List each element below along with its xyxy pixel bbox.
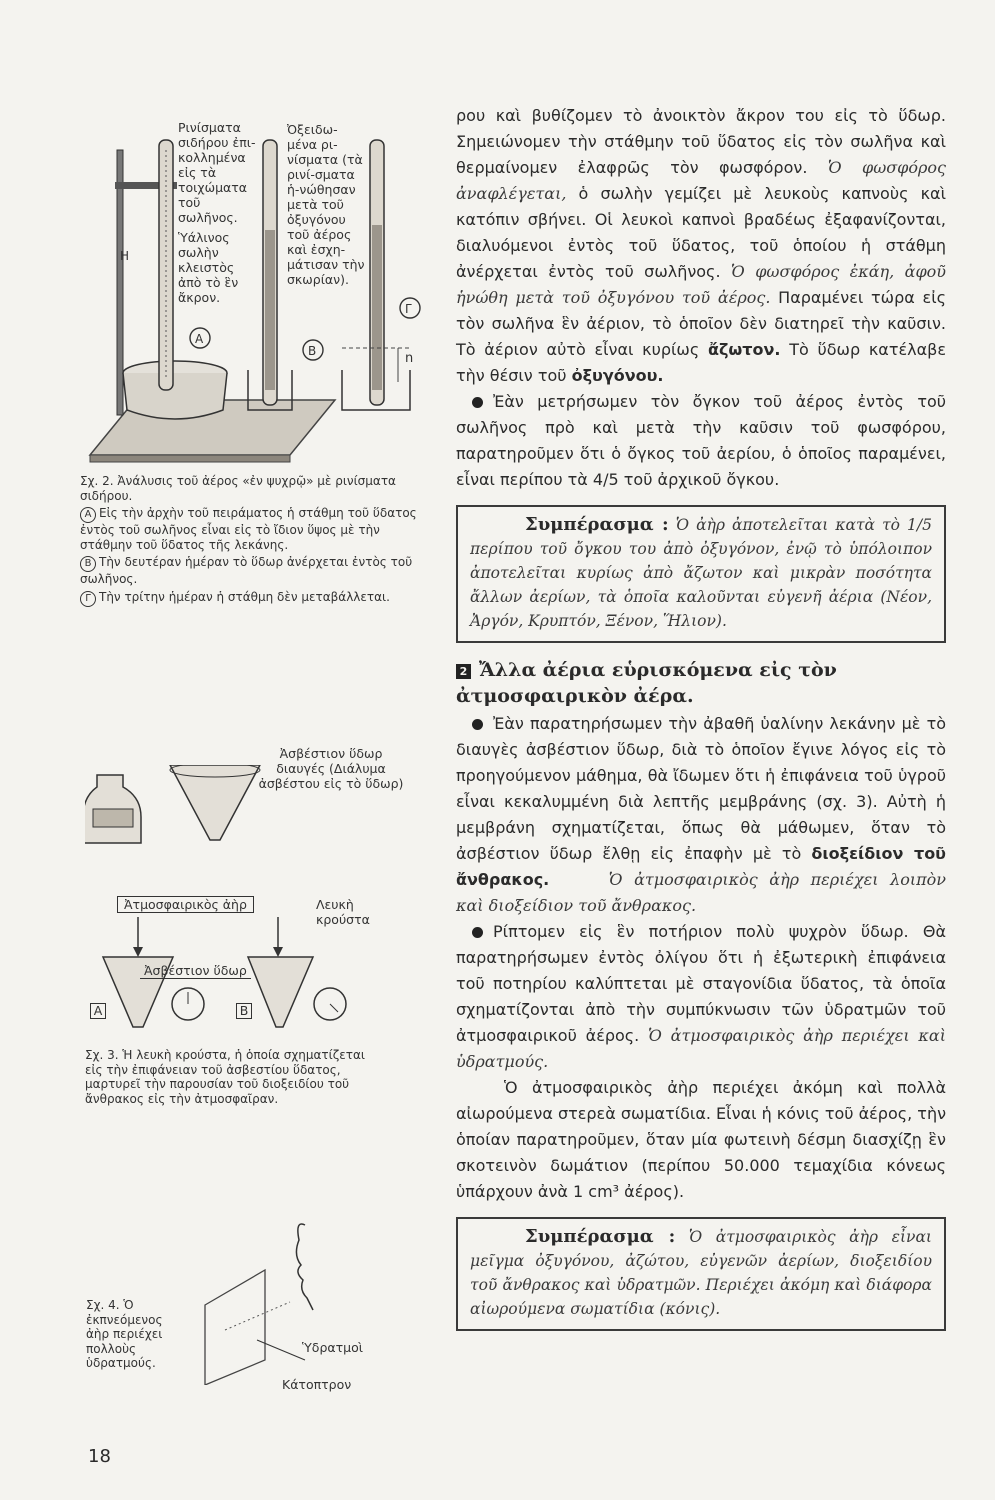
label-limewater-glass: Ἀσβέστιον ὕδωρ [140, 963, 251, 979]
label-limewater-clear: Ἀσβέστιον ὕδωρ διαυγές (Διάλυμα ἀσβέστου εἰς τὸ ὕδωρ) [258, 746, 404, 791]
paragraph-cold-water: Ρίπτομεν εἰς ἓν ποτήριον πολὺ ψυχρὸν ὕδωρ. Θὰ παρατηρήσωμεν ἐντὸς ὀλίγου ὅτι ἡ ἐξωτερικὴ ἐπιφάνεια τοῦ ποτηρίου καλύπτεται μὲ σταγονίδια ὕδατος, τὰ ὁποῖα σχηματίζονται ἀπὸ τὴν συμπύκνωσιν τῶν ὑδρατμῶν τοῦ ἀτμοσφαιρικοῦ ἀέρος. Ὁ ἀτμοσφαιρικὸς ἀὴρ περιέχει καὶ ὑδρατμούς. [456, 922, 946, 1071]
label-water-vapor: Ὑδρατμοὶ [302, 1340, 363, 1355]
figure-4-caption: Σχ. 4. Ὁ ἐκπνεόμενος ἀὴρ περιέχει πολλοὺς ὑδρατμούς. [86, 1298, 163, 1370]
page-number: 18 [88, 1446, 111, 1467]
label-atmospheric-air: Ἀτμοσφαιρικὸς ἀὴρ [117, 896, 254, 913]
figure-3-caption: Σχ. 3. Ἡ λευκὴ κρούστα, ἡ ὁποία σχηματίζεται εἰς τὴν ἐπιφάνειαν τοῦ ἀσβεστίου ὕδατος, μαρτυρεῖ τὴν παρουσίαν τοῦ διοξειδίου τοῦ ἄνθρακος εἰς τὴν ἀτμοσφαῖραν. [85, 1048, 365, 1106]
face-profile [296, 1224, 313, 1310]
caption-item-g: Γ Τὴν τρίτην ἡμέραν ἡ στάθμη δὲν μεταβάλλεται. [80, 590, 435, 607]
paragraph-limewater: Ἐὰν παρατηρήσωμεν τὴν ἀβαθῆ ὑαλίνην λεκάνην μὲ τὸ διαυγὲς ἀσβέστιον ὕδωρ, διὰ τὸ ὁποῖον ἔγινε λόγος εἰς τὸ προηγούμενον μάθημα, θὰ ἴδωμεν ὅτι ἡ ἐπιφάνεια τοῦ ὑγροῦ εἶναι κεκαλυμμένη διὰ λεπτῆς μεμβράνης (σχ. 3). Αὐτὴ ἡ μεμβράνη σχηματίζεται, ὅπως θὰ μάθωμεν, ὅταν τὸ ἀσβέστιον ὕδωρ ἔλθῃ εἰς ἐπαφὴν μὲ τὸ διοξείδιον τοῦ ἄνθρακος. Ὁ ἀτμοσφαιρικὸς ἀὴρ περιέχει λοιπὸν καὶ διοξείδιον τοῦ ἄνθρακος. [456, 714, 946, 915]
section-number: 2 [456, 664, 471, 679]
conclusion-heading-2: Συμπέρασμα : [525, 1226, 676, 1247]
caption-item-b: B Τὴν δευτέραν ἡμέραν τὸ ὕδωρ ἀνέρχεται ἐντὸς τοῦ σωλῆνος. [80, 555, 413, 586]
marker-g: Γ [405, 302, 412, 316]
right-column [456, 103, 946, 1331]
caption-title: Σχ. 2. Ἀνάλυσις τοῦ ἀέρος «ἐν ψυχρῷ» μὲ ρινίσματα σιδήρου. [80, 474, 396, 503]
conclusion-text-2: Ὁ ἀτμοσφαιρικὸς ἀὴρ εἶναι μεῖγμα ὀξυγόνου, ἀζώτου, εὐγενῶν ἀερίων, διοξειδίου τοῦ ἄνθρακος καὶ ὑδρατμῶν. Περιέχει ἀκόμη καὶ διάφορα αἰωρούμενα σωματίδια (κόνις). [470, 1228, 932, 1318]
paragraph-phosphorus: ρου καὶ βυθίζομεν τὸ ἀνοικτὸν ἄκρον του εἰς τὸ ὕδωρ. Σημειώνομεν τὴν στάθμην τοῦ ὕδατος εἰς τὸν σωλῆνα καὶ θερμαίνομεν ἐλαφρῶς τὸν φωσφόρον. Ὁ φωσφόρος ἀναφλέγεται, ὁ σωλὴν γεμίζει μὲ λευκοὺς καπνοὺς καὶ κατόπιν σβήνει. Οἱ λευκοὶ καπνοὶ βραδέως ἐξαφανίζονται, διαλυόμενοι ἐντὸς τοῦ ὕδατος, τοῦ ὁποίου ἡ στάθμη ἀνέρχεται ἐντὸς τοῦ σωλῆνος. Ὁ φωσφόρος ἐκάη, ἀφοῦ ἡνώθη μετὰ τοῦ ὀξυγόνου τοῦ ἀέρος. Παραμένει τώρα εἰς τὸν σωλῆνα ἓν ἀέριον, τὸ ὁποῖον δὲν διατηρεῖ τὴν καῦσιν. Τὸ ἀέριον αὐτὸ εἶναι κυρίως ἄζωτον. Τὸ ὕδωρ κατέλαβε τὴν θέσιν τοῦ ὀξυγόνου. [456, 106, 947, 385]
paragraph-dust: Ὁ ἀτμοσφαιρικὸς ἀὴρ περιέχει ἀκόμη καὶ πολλὰ αἰωρούμενα στερεὰ σωματίδια. Εἶναι ἡ κόνις τοῦ ἀέρος, τὴν ὁποίαν παρατηροῦμεν, ὅταν μία φωτεινὴ δέσμη διασχίζῃ ἓν σκοτεινὸν δωμάτιον (περίπου 50.000 τεμαχίδια κόνεως ὑπάρχουν ἀνὰ 1 cm³ ἀέρος). [456, 1078, 947, 1201]
conclusion-box-2 [456, 1217, 946, 1331]
conclusion-heading-1: Συμπέρασμα : [525, 514, 669, 535]
label-oxidized-filings: Ὀξειδω-μένα ρι-νίσματα (τὰ ρινί-σματα ἡ-νώθησαν μετὰ τοῦ ὀξυγόνου τοῦ ἀέρος καὶ ἐσχη-μάτισαν τὴν σκωρίαν). [287, 122, 365, 287]
conclusion-box-1 [456, 505, 946, 643]
marker-h: Η [120, 249, 130, 263]
marker-b: Β [308, 344, 317, 358]
conclusion-text-1: Ὁ ἀὴρ ἀποτελεῖται κατὰ τὸ 1/5 περίπου τοῦ ὄγκου του ἀπὸ ὀξυγόνον, ἐνῷ τὸ ὑπόλοιπον ἀποτελεῖται κυρίως ἀπὸ ἄζωτον καὶ μικρὰν ποσότητα ἄλλων ἀερίων, τὰ ὁποῖα καλοῦνται εὐγενῆ ἀέρια (Νέον, Ἀργόν, Κρυπτόν, Ξένον, Ἥλιον). [470, 516, 932, 630]
figure-2-illustration [80, 110, 440, 470]
label-box-b: B [236, 1003, 252, 1019]
funnel-icon [170, 765, 260, 840]
bullet-icon [472, 927, 483, 938]
mirror-icon [205, 1270, 265, 1385]
section-title: Ἄλλα ἀέρια εὑρισκόμενα εἰς τὸν ἀτμοσφαιρικὸν ἀέρα. [456, 659, 837, 707]
water-basin [123, 373, 227, 419]
bullet-icon [472, 397, 483, 408]
label-rust-filings: Ρινίσματα σιδήρου ἐπι-κολλημένα εἰς τὰ τοιχώματα τοῦ σωλῆνος. [178, 120, 256, 225]
glass-b [248, 957, 313, 1027]
caption-item-a: A Εἰς τὴν ἀρχὴν τοῦ πειράματος ἡ στάθμη τοῦ ὕδατος ἐντὸς τοῦ σωλῆνος εἶναι εἰς τὸ ἴδιον ὕψος μὲ τὴν στάθμην τοῦ ὕδατος τῆς λεκάνης. [80, 506, 417, 552]
figure-4-illustration [195, 1210, 355, 1385]
label-glass-tube: Ὑάλινος σωλὴν κλειστὸς ἀπὸ τὸ ἓν ἄκρον. [178, 230, 239, 305]
paragraph-volume: Ἐὰν μετρήσωμεν τὸν ὄγκον τοῦ ἀέρος ἐντὸς τοῦ σωλῆνος πρὸ καὶ μετὰ τὴν καῦσιν τοῦ φωσφόρου, παρατηροῦμεν ὅτι ὁ ὄγκος τοῦ ἀερίου, ὁ ὁποῖος παραμένει, εἶναι περίπου τὰ 4/5 τοῦ ἀρχικοῦ ὄγκου. [456, 392, 946, 489]
marker-a: Α [195, 332, 204, 346]
label-mirror: Κάτοπτρον [282, 1377, 352, 1392]
stand-rod [117, 150, 123, 415]
marker-n: n [405, 351, 414, 366]
bullet-icon [472, 719, 483, 730]
label-white-crust: Λευκὴ κρούστα [316, 897, 370, 927]
section-heading [456, 657, 946, 709]
figure-2-caption [80, 474, 435, 607]
label-box-a: A [90, 1003, 106, 1019]
